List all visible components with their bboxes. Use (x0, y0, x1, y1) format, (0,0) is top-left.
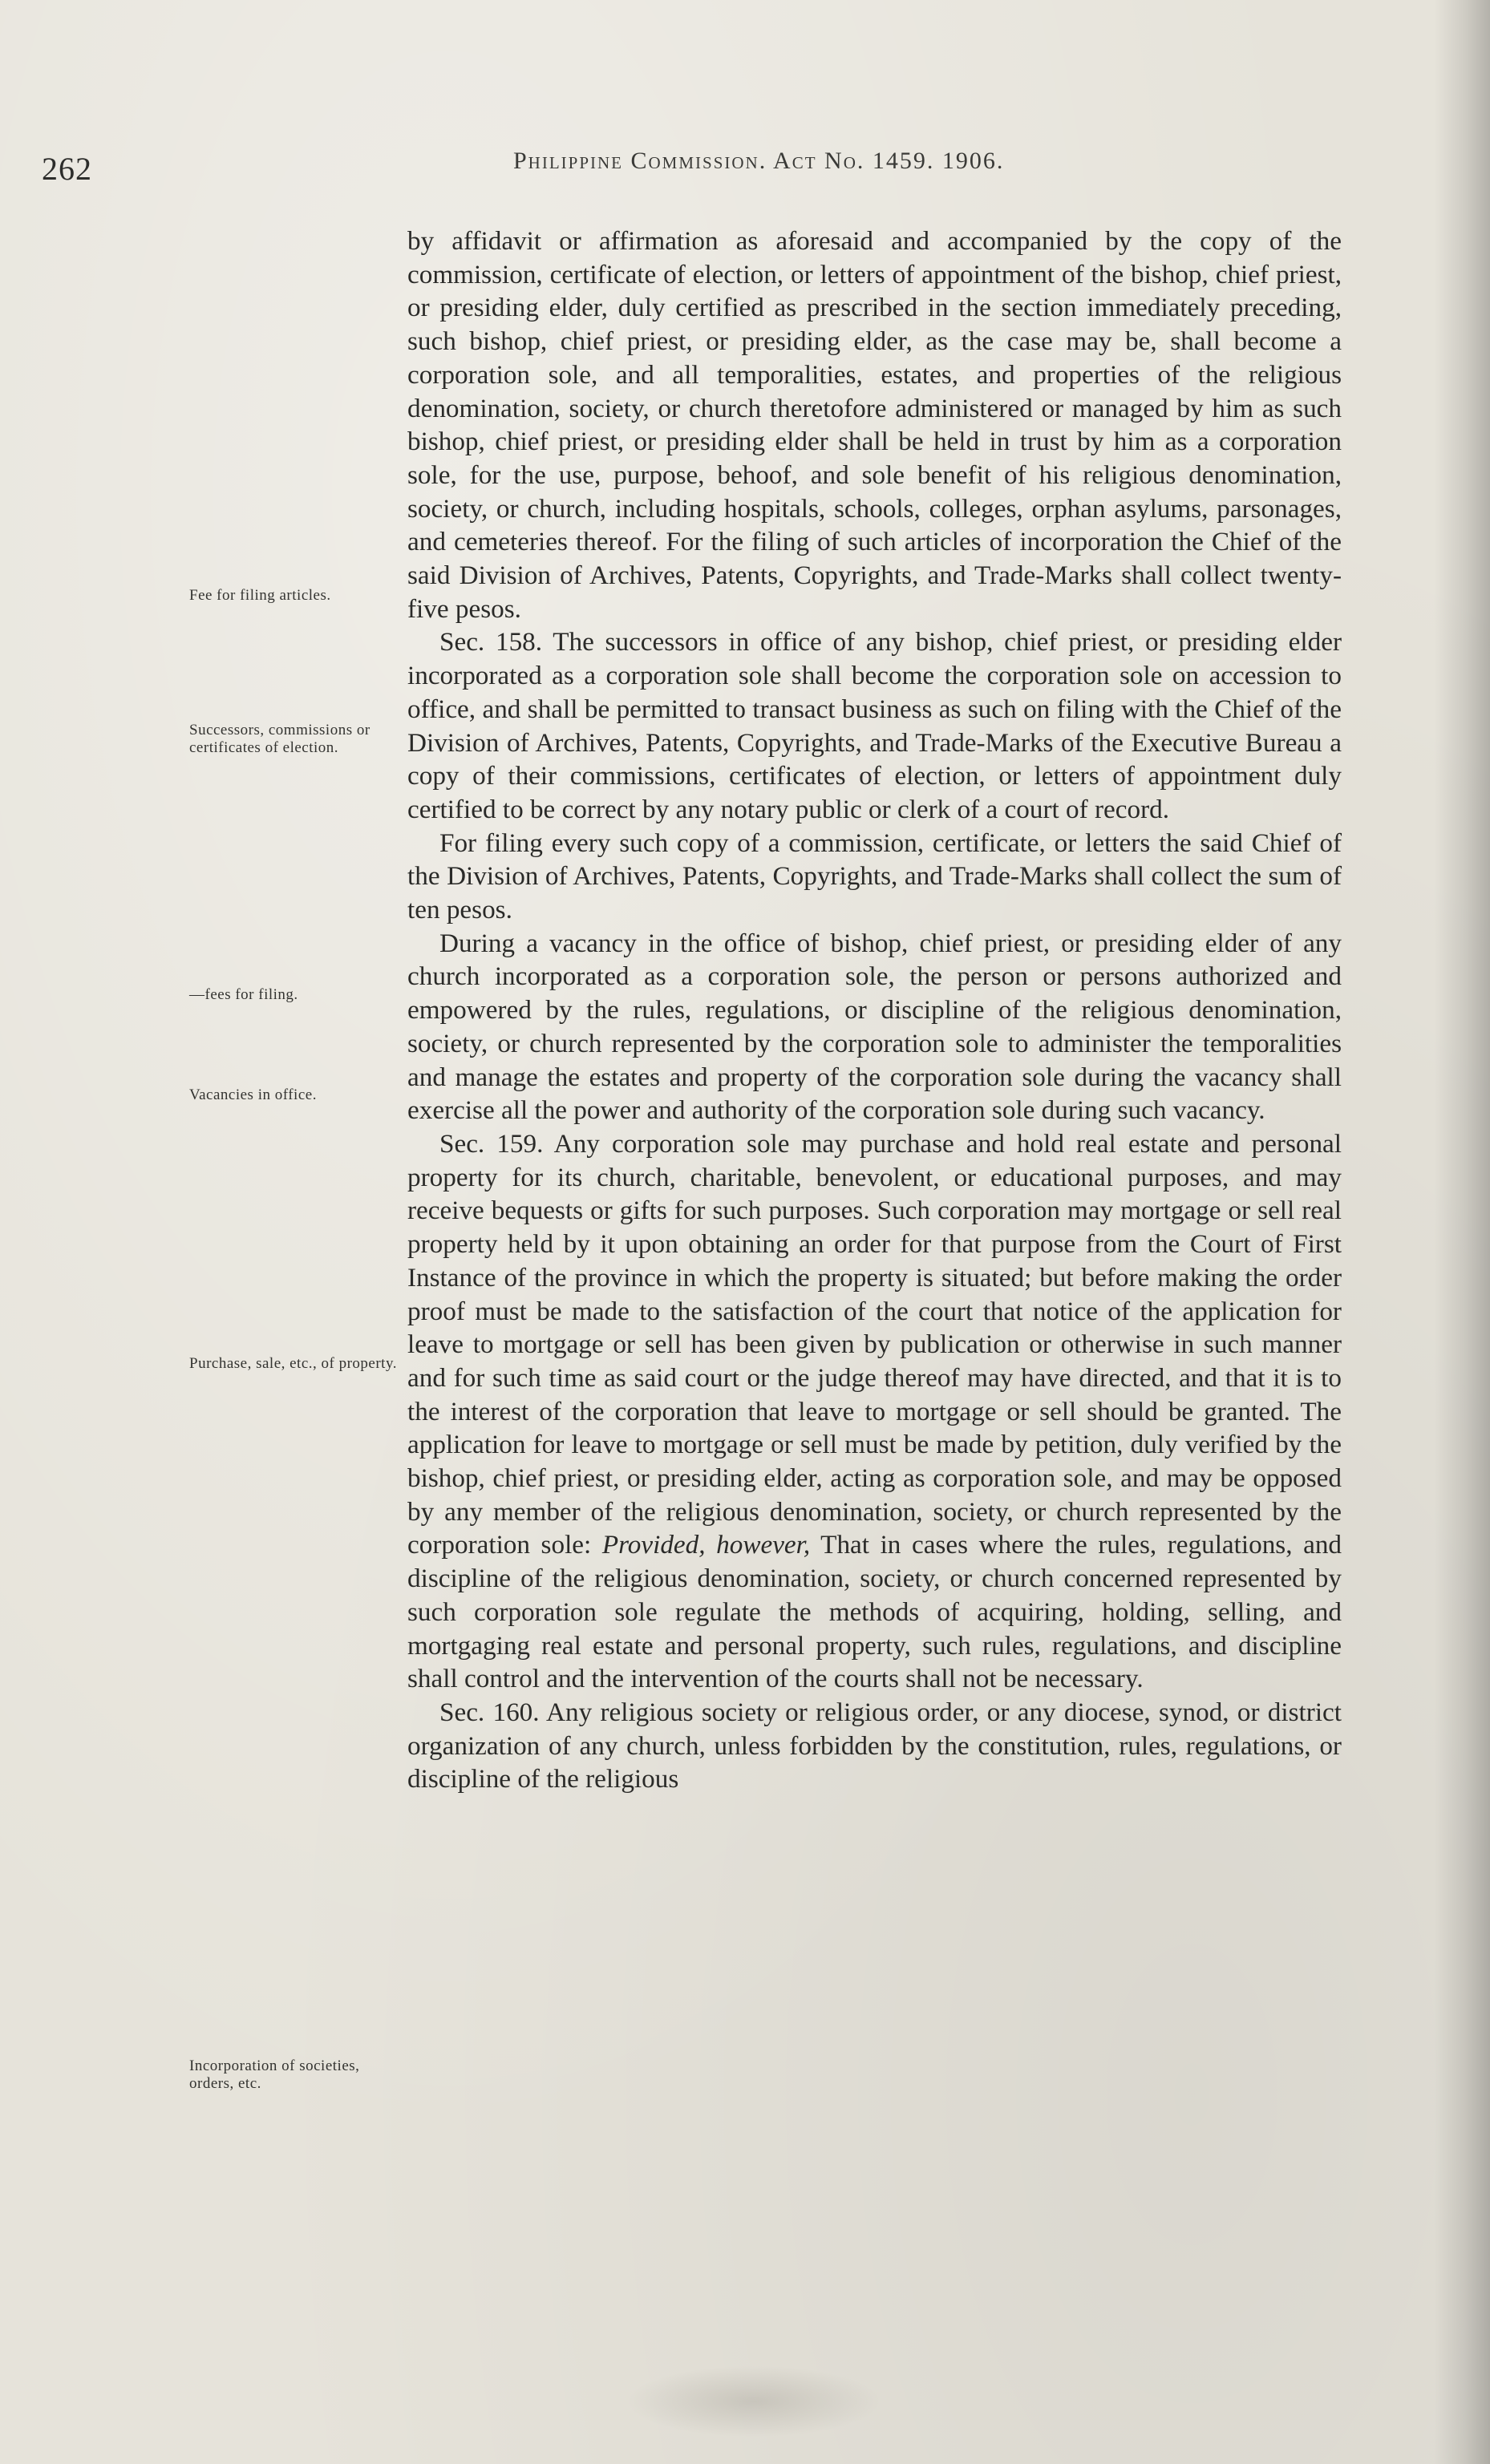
paragraph-vacancies: During a vacancy in the office of bishop, chief priest, or presiding elder of any church incorporated as a corporation sole, the person or persons authorized and empowered by the rules, regulations, or discipline of the religious denomination, society, or church represented by the corporation sole to administer the temporalities and manage the estates and property of the corporation sole during the vacancy shall exercise all the power and authority of the corporation sole during such vacancy. (407, 928, 1342, 1126)
paragraph-sec-158: Sec. 158. The successors in office of any bishop, chief priest, or presiding elder incorporated as a corporation sole shall become the corporation sole on accession to office, and shall be permitted to transact business as such on filing with the Chief of the Division of Archives, Patents, Copyrights, and Trade-Marks of the Executive Bureau a copy of their commissions, certificates of election, or letters of appointment duly certified to be correct by any notary public or clerk of a court of record. (407, 627, 1342, 824)
paragraph-continuation: by affidavit or affirmation as aforesaid and accompanied by the copy of the commission, certificate of election, or letters of appointment of the bishop, chief priest, or presiding elder, duly certified as prescribed in the section immediately preceding, such bishop, chief priest, or presiding elder, as the case may be, shall become a corporation sole, and all temporalities, estates, and properties of the religious denomination, society, or church theretofore administered or managed by him as such bishop, chief priest, or presiding elder shall be held in trust by him as a corporation sole, for the use, purpose, behoof, and sole benefit of his religious denomination, society, or church, including hospitals, schools, colleges, orphan asylums, parsonages, and cemeteries thereof. For the filing of such articles of incorporation the Chief of the said Division of Archives, Patents, Copyrights, and Trade-Marks shall collect twenty-five pesos. (407, 226, 1342, 624)
paragraph-fees-for-filing: For filing every such copy of a commission, certificate, or letters the said Chief of the Division of Archives, Patents, Copyrights, and Trade-Marks shall collect the sum of ten pesos. (407, 827, 1342, 925)
paragraph-sec-160: Sec. 160. Any religious society or religious order, or any diocese, synod, or district organization of any church, unless forbidden by the constitution, rules, regulations, or discipline of the religious (407, 1697, 1342, 1794)
margin-note-incorporation: Incorporation of societies, orders, etc. (189, 2057, 360, 2092)
paragraph-sec-159 (407, 1127, 1342, 1696)
margin-note-purchase-sale: Purchase, sale, etc., of property. (189, 1355, 397, 1372)
page-edge-shadow (1434, 0, 1490, 2464)
page-smudge (626, 2365, 882, 2438)
sec-159-proviso: Provided, however, (601, 1530, 811, 1560)
margin-note-fee-filing-articles: Fee for filing articles. (189, 587, 331, 604)
sec-159-text-b: That in cases where the rules, regulations, and discipline of the religious denomination, society, or church concerned represented by such corporation sole regulate the methods of acquiring, holding, selling, and mortgaging real estate and personal property, such rules, regulations, and discipline shall control and the intervention of the courts shall not be necessary. (407, 1530, 1342, 1694)
sec-159-text-a: Sec. 159. Any corporation sole may purchase and hold real estate and personal property for its church, charitable, benevolent, or educational purposes, and may receive bequests or gifts for such purposes. Such corporation may mortgage or sell real property held by it upon obtaining an order for that purpose from the Court of First Instance of the province in which the property is situated; but before making the order proof must be made to the satisfaction of the court that notice of the application for leave to mortgage or sell has been given by publication or otherwise in such manner and for such time as said court or the judge thereof may have directed, and that it is to the interest of the corporation that leave to mortgage or sell should be granted. The application for leave to mortgage or sell must be made by petition, duly verified by the bishop, chief priest, or presiding elder, acting as corporation sole, and may be opposed by any member of the religious denomination, society, or church represented by the corporation sole: (407, 1128, 1342, 1560)
margin-note-successors: Successors, commissions or certificates of election. (189, 722, 370, 756)
margin-note-fees-for-filing: —fees for filing. (189, 986, 298, 1003)
page-number: 262 (42, 151, 92, 187)
running-head: Philippine Commission. Act No. 1459. 1906. (513, 148, 1005, 174)
margin-note-vacancies: Vacancies in office. (189, 1086, 317, 1103)
body-text (407, 225, 1342, 1796)
